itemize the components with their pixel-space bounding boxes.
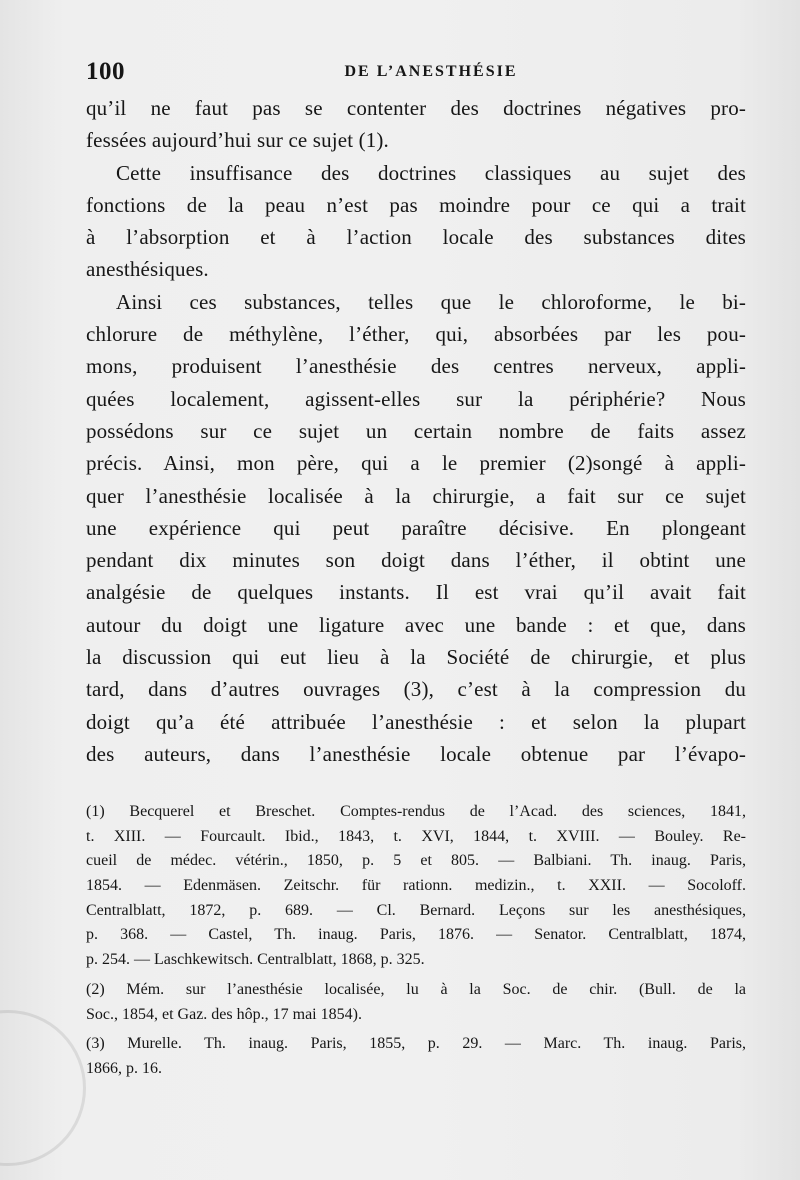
body-line: la discussion qui eut lieu à la Société de chirurgie, et plus — [86, 645, 746, 670]
page-header — [86, 58, 746, 90]
footnote-line: Centralblatt, 1872, p. 689. — Cl. Bernard. Leçons sur les anesthésiques, — [86, 901, 746, 919]
body-line: chlorure de méthylène, l’éther, qui, absorbées par les pou- — [86, 322, 746, 347]
body-line: analgésie de quelques instants. Il est vrai qu’il avait fait — [86, 580, 746, 605]
footnote-line: (1) Becquerel et Breschet. Comptes-rendus de l’Acad. des sciences, 1841, — [86, 803, 746, 820]
body-line: autour du doigt une ligature avec une bande : et que, dans — [86, 612, 746, 637]
running-head: DE L’ANESTHÉSIE — [344, 63, 518, 80]
body-line: pendant dix minutes son doigt dans l’éther, il obtint une — [86, 548, 746, 573]
footnote-line: t. XIII. — Fourcault. Ibid., 1843, t. XVI, 1844, t. XVIII. — Bouley. Re- — [86, 827, 746, 845]
body-line: qu’il ne faut pas se contenter des doctrines négatives pro- — [86, 96, 746, 120]
body-line: fonctions de la peau n’est pas moindre pour ce qui a trait — [86, 192, 746, 217]
body-line: anesthésiques. — [86, 257, 209, 282]
body-line: tard, dans d’autres ouvrages (3), c’est à la compression du — [86, 677, 746, 702]
body-line: mons, produisent l’anesthésie des centres nerveux, appli- — [86, 354, 746, 379]
footnote — [86, 1032, 746, 1081]
body-line: Ainsi ces substances, telles que le chloroforme, le bi- — [116, 289, 746, 314]
body-line: quées localement, agissent-elles sur la périphérie? Nous — [86, 386, 746, 411]
library-stamp — [0, 1010, 86, 1166]
body-line: quer l’anesthésie localisée à la chirurgie, a fait sur ce sujet — [86, 483, 746, 508]
footnotes — [86, 800, 746, 1082]
body-text — [86, 92, 746, 770]
footnote-line: 1866, p. 16. — [86, 1059, 162, 1077]
page-number: 100 — [86, 58, 125, 85]
footnote-line: (2) Mém. sur l’anesthésie localisée, lu à la Soc. de chir. (Bull. de la — [86, 980, 746, 998]
body-line: Cette insuffisance des doctrines classiques au sujet des — [116, 160, 746, 185]
footnote — [86, 800, 746, 973]
body-line: doigt qu’a été attribuée l’anesthésie : et selon la plupart — [86, 709, 746, 734]
footnote — [86, 978, 746, 1027]
footnote-line: p. 368. — Castel, Th. inaug. Paris, 1876. — Senator. Centralblatt, 1874, — [86, 926, 746, 944]
footnote-line: cueil de médec. vétérin., 1850, p. 5 et 805. — Balbiani. Th. inaug. Paris, — [86, 852, 746, 870]
footnote-line: p. 254. — Laschkewitsch. Centralblatt, 1868, p. 325. — [86, 951, 425, 969]
footnote-line: Soc., 1854, et Gaz. des hôp., 17 mai 1854). — [86, 1005, 362, 1023]
footnote-line: 1854. — Edenmäsen. Zeitschr. für rationn. medizin., t. XXII. — Socoloff. — [86, 877, 746, 895]
body-line: une expérience qui peut paraître décisive. En plongeant — [86, 515, 746, 540]
body-line: des auteurs, dans l’anesthésie locale obtenue par l’évapo- — [86, 741, 746, 766]
body-line: fessées aujourd’hui sur ce sujet (1). — [86, 128, 389, 153]
body-line: précis. Ainsi, mon père, qui a le premier (2)songé à appli- — [86, 451, 746, 476]
body-line: à l’absorption et à l’action locale des substances dites — [86, 225, 746, 250]
footnote-line: (3) Murelle. Th. inaug. Paris, 1855, p. 29. — Marc. Th. inaug. Paris, — [86, 1035, 746, 1053]
body-line: possédons sur ce sujet un certain nombre de faits assez — [86, 418, 746, 443]
